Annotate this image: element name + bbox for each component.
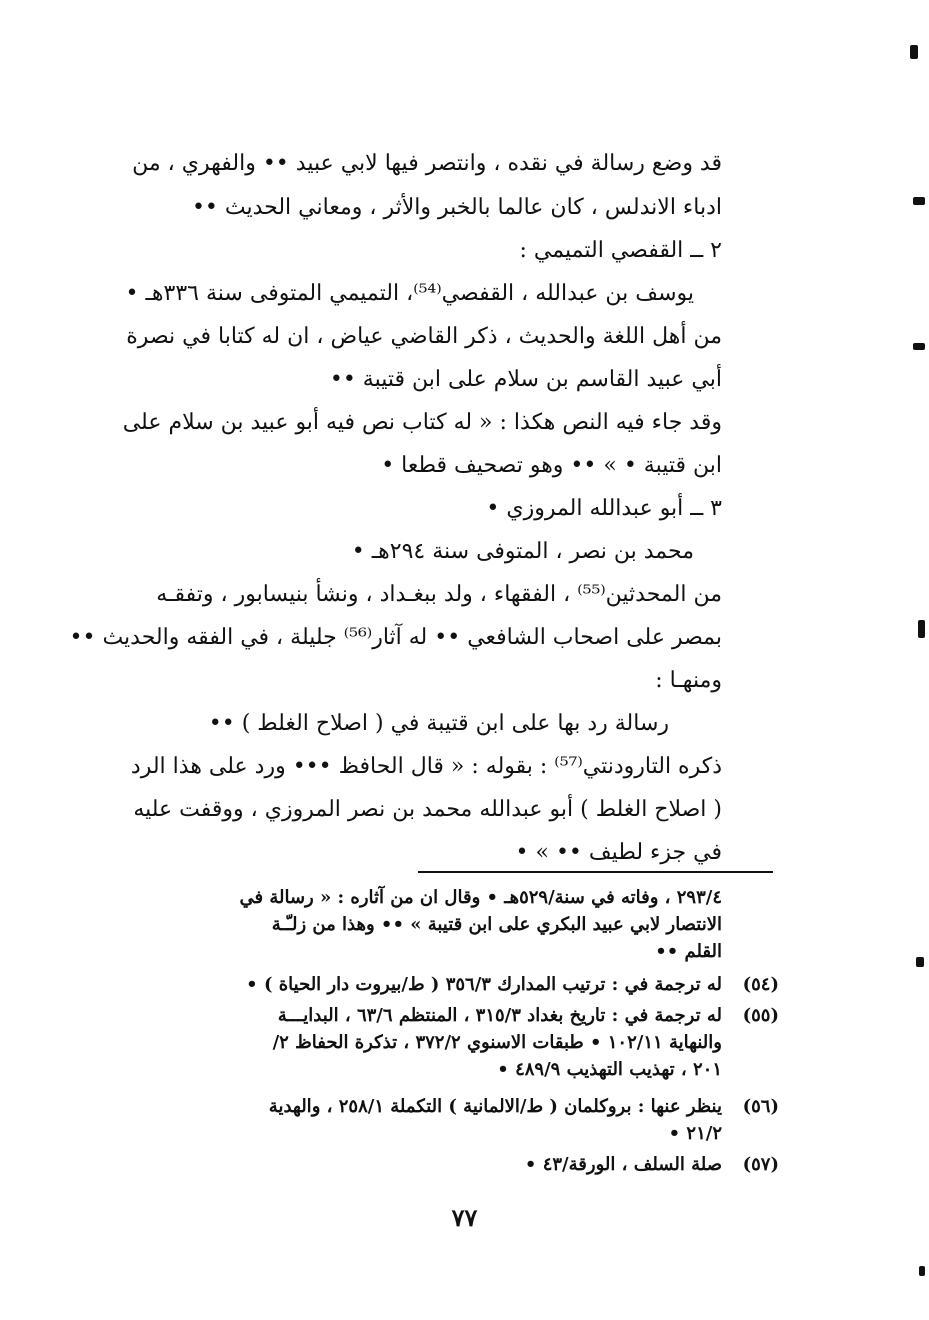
body-line-1: قد وضع رسالة في نقده ، وانتصر فيها لابي عبيد •• والفهري ، من bbox=[132, 151, 722, 176]
body-line-2: ادباء الاندلس ، كان عالما بالخبر والأثر ، ومعاني الحديث •• bbox=[191, 195, 722, 220]
footnote-rule bbox=[418, 871, 773, 873]
scan-mark bbox=[913, 197, 925, 205]
body-line-4: يوسف بن عبدالله ، القفصي⁽⁵⁴⁾، التميمي المتوفى سنة ٣٣٦هـ • bbox=[125, 281, 694, 306]
body-line-10: محمد بن نصر ، المتوفى سنة ٢٩٤هـ • bbox=[351, 539, 694, 564]
page-number: ٧٧ bbox=[451, 1203, 478, 1232]
scan-mark bbox=[910, 45, 918, 59]
scan-mark bbox=[918, 620, 925, 638]
footnote-number-56: (٥٦) bbox=[742, 1096, 779, 1117]
footnote-55-line-3: ٢٠١ ، تهذيب التهذيب ٤٨٩/٩ • bbox=[497, 1059, 722, 1080]
body-line-14: رسالة رد بها على ابن قتيبة في ( اصلاح الغلط ) •• bbox=[208, 711, 669, 736]
footnote-56-line-2: ٢١/٢ • bbox=[668, 1123, 722, 1144]
footnote-54-line-1: له ترجمة في : ترتيب المدارك ٣٥٦/٣ ( ط/بيروت دار الحياة ) • bbox=[246, 974, 722, 995]
body-line-12: بمصر على اصحاب الشافعي •• له آثار⁽⁵⁶⁾ جليلة ، في الفقه والحديث •• bbox=[69, 625, 722, 650]
body-line-7: وقد جاء فيه النص هكذا : « له كتاب نص فيه أبو عبيد بن سلام على bbox=[122, 410, 722, 435]
footnote-57-line-1: صلة السلف ، الورقة/٤٣ • bbox=[524, 1154, 722, 1175]
footnote-55-line-2: والنهاية ١٠٢/١١ • طبقات الاسنوي ٣٧٢/٢ ، تذكرة الحفاظ ٢/ bbox=[272, 1032, 722, 1053]
footnote-number-54: (٥٤) bbox=[742, 974, 779, 995]
scan-mark bbox=[916, 957, 924, 967]
footnote-cont-line-1: ٢٩٣/٤ ، وفاته في سنة/٥٢٩هـ • وقال ان من آثاره : « رسالة في bbox=[239, 887, 722, 908]
footnote-cont-line-3: القلم •• bbox=[655, 941, 722, 962]
footnote-55-line-1: له ترجمة في : تاريخ بغداد ٣١٥/٣ ، المنتظم ٦٣/٦ ، البدايـــة bbox=[277, 1005, 722, 1026]
footnote-56-line-1: ينظر عنها : بروكلمان ( ط/الالمانية ) التكملة ٢٥٨/١ ، والهدية bbox=[268, 1096, 722, 1117]
body-line-16: ( اصلاح الغلط ) أبو عبدالله محمد بن نصر المروزي ، ووقفت عليه bbox=[133, 797, 722, 822]
footnote-number-57: (٥٧) bbox=[742, 1154, 779, 1175]
section-heading-3: ٣ ــ أبو عبدالله المروزي • bbox=[486, 496, 722, 521]
body-line-6: أبي عبيد القاسم بن سلام على ابن قتيبة •• bbox=[329, 367, 722, 392]
footnote-number-55: (٥٥) bbox=[742, 1005, 779, 1026]
footnote-cont-line-2: الانتصار لابي عبيد البكري على ابن قتيبة » •• وهذا من زلـّـة bbox=[271, 914, 722, 935]
scan-mark bbox=[919, 1266, 925, 1276]
body-line-17: في جزء لطيف •• » • bbox=[515, 840, 722, 865]
body-line-5: من أهل اللغة والحديث ، ذكر القاضي عياض ، ان له كتابا في نصرة bbox=[126, 324, 722, 349]
body-line-13: ومنهـا : bbox=[655, 668, 722, 693]
body-line-11: من المحدثين⁽⁵⁵⁾ ، الفقهاء ، ولد ببغـداد ، ونشأ بنيسابور ، وتفقـه bbox=[156, 582, 722, 607]
section-heading-2: ٢ ــ القفصي التميمي : bbox=[519, 238, 722, 263]
body-line-8: ابن قتيبة • » •• وهو تصحيف قطعا • bbox=[381, 453, 722, 478]
body-line-15: ذكره التارودنتي⁽⁵⁷⁾ : بقوله : « قال الحافظ ••• ورد على هذا الرد bbox=[130, 754, 722, 779]
scan-mark bbox=[913, 343, 925, 350]
